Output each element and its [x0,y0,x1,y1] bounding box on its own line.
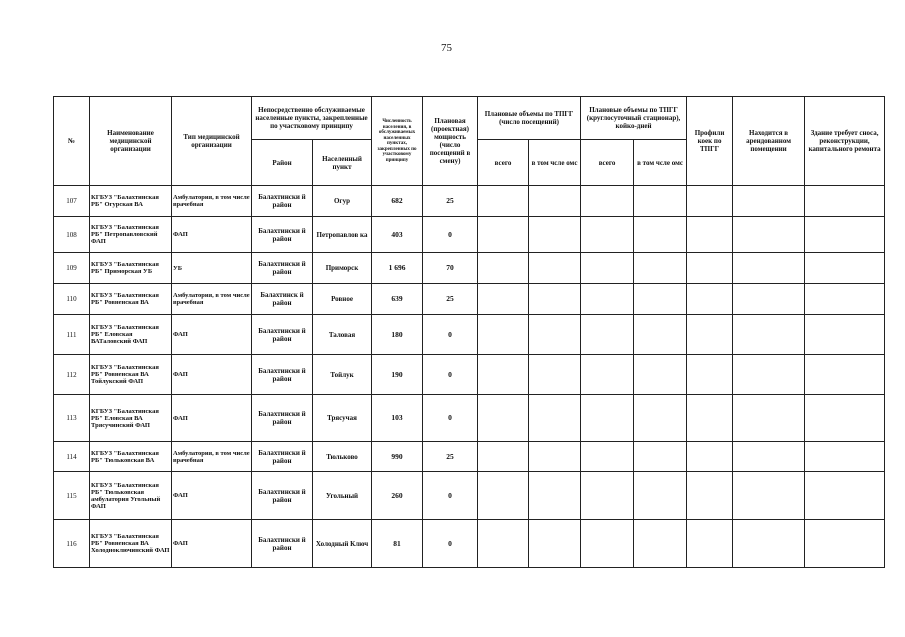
empty-cell [581,315,634,355]
med-type-cell: ФАП [172,395,252,442]
population-cell: 990 [372,442,423,472]
empty-cell [478,217,529,253]
org-name-cell: КГБУЗ "Балахтинская РБ" Еловская ВАТаловский ФАП [90,315,172,355]
col-visits-total-header: всего [478,140,529,186]
empty-cell [529,355,581,395]
population-cell: 682 [372,186,423,217]
empty-cell [687,284,733,315]
org-name-cell: КГБУЗ "Балахтинская РБ" Еловская ВА Трясучинский ФАП [90,395,172,442]
col-beds-oms-header: в том чсле омс [634,140,687,186]
med-type-cell: УБ [172,253,252,284]
empty-cell [634,284,687,315]
capacity-cell: 0 [423,520,478,568]
empty-cell [687,253,733,284]
col-org-name-header: Наименование медицинской организации [90,97,172,186]
population-cell: 81 [372,520,423,568]
med-type-cell: ФАП [172,217,252,253]
empty-cell [805,186,885,217]
medical-organizations-table [53,96,885,568]
settlement-cell: Таловая [313,315,372,355]
empty-cell [805,355,885,395]
district-cell: Балахтински й район [252,395,313,442]
settlement-cell: Ровное [313,284,372,315]
empty-cell [581,284,634,315]
med-type-cell: ФАП [172,520,252,568]
district-cell: Балахтински й район [252,442,313,472]
empty-cell [478,315,529,355]
empty-cell [581,253,634,284]
table-row [54,217,885,253]
capacity-cell: 0 [423,472,478,520]
empty-cell [805,284,885,315]
table-row [54,472,885,520]
org-name-cell: КГБУЗ "Балахтинская РБ" Тюльковская амбулатория Угольный ФАП [90,472,172,520]
page-number: 75 [441,42,452,54]
population-cell: 180 [372,315,423,355]
population-cell: 1 696 [372,253,423,284]
empty-cell [805,442,885,472]
empty-cell [634,520,687,568]
col-visits-oms-header: в том чсле омс [529,140,581,186]
empty-cell [687,315,733,355]
empty-cell [733,395,805,442]
col-population-header: Численность населения, в обслуживаемых населенных пунктах, закрепленных по участковому принципу [372,97,423,186]
empty-cell [634,355,687,395]
empty-cell [581,442,634,472]
empty-cell [634,315,687,355]
empty-cell [529,284,581,315]
empty-cell [733,472,805,520]
col-tpgg-visits-header: Плановые объемы по ТПГГ (число посещений) [478,97,581,140]
table-row [54,442,885,472]
table-row [54,186,885,217]
empty-cell [733,315,805,355]
empty-cell [805,520,885,568]
settlement-cell: Трясучая [313,395,372,442]
table-row [54,355,885,395]
district-cell: Балахтински й район [252,253,313,284]
settlement-cell: Тюльково [313,442,372,472]
empty-cell [478,472,529,520]
empty-cell [529,442,581,472]
table-row [54,520,885,568]
org-name-cell: КГБУЗ "Балахтинская РБ" Ровненская ВА [90,284,172,315]
row-number: 115 [54,472,90,520]
empty-cell [687,472,733,520]
empty-cell [529,395,581,442]
district-cell: Балахтински й район [252,217,313,253]
row-number: 114 [54,442,90,472]
settlement-cell: Огур [313,186,372,217]
empty-cell [805,315,885,355]
col-district-header: Район [252,140,313,186]
capacity-cell: 25 [423,442,478,472]
empty-cell [805,253,885,284]
col-num-header: № [54,97,90,186]
org-name-cell: КГБУЗ "Балахтинская РБ" Ровненская ВА Холодноключинский ФАП [90,520,172,568]
empty-cell [634,253,687,284]
district-cell: Балахтински й район [252,315,313,355]
capacity-cell: 0 [423,315,478,355]
empty-cell [805,217,885,253]
col-beds-total-header: всего [581,140,634,186]
settlement-cell: Тойлук [313,355,372,395]
district-cell: Балахтински й район [252,355,313,395]
empty-cell [478,442,529,472]
empty-cell [581,395,634,442]
empty-cell [687,355,733,395]
row-number: 111 [54,315,90,355]
col-leased-header: Находится в арендованном помещении [733,97,805,186]
empty-cell [478,253,529,284]
district-cell: Балахтинск й район [252,284,313,315]
capacity-cell: 70 [423,253,478,284]
med-type-cell: Амбулатория, в том числе врачебная [172,186,252,217]
empty-cell [529,186,581,217]
table-row [54,315,885,355]
empty-cell [581,355,634,395]
empty-cell [529,217,581,253]
col-repair-header: Здание требует сноса, реконструкции, капитального ремонта [805,97,885,186]
empty-cell [529,472,581,520]
org-name-cell: КГБУЗ "Балахтинская РБ" Ровненская ВА Тойлукский ФАП [90,355,172,395]
population-cell: 103 [372,395,423,442]
table-body [54,186,885,568]
org-name-cell: КГБУЗ "Балахтинская РБ" Тюльковская ВА [90,442,172,472]
empty-cell [733,355,805,395]
empty-cell [687,395,733,442]
empty-cell [733,520,805,568]
empty-cell [733,217,805,253]
col-bed-profiles-header: Профили коек по ТПГГ [687,97,733,186]
empty-cell [687,520,733,568]
district-cell: Балахтински й район [252,520,313,568]
empty-cell [687,186,733,217]
empty-cell [634,472,687,520]
row-number: 110 [54,284,90,315]
capacity-cell: 0 [423,217,478,253]
med-type-cell: ФАП [172,355,252,395]
org-name-cell: КГБУЗ "Балахтинская РБ" Приморская УБ [90,253,172,284]
capacity-cell: 25 [423,186,478,217]
row-number: 113 [54,395,90,442]
table-row [54,395,885,442]
population-cell: 190 [372,355,423,395]
empty-cell [634,186,687,217]
population-cell: 639 [372,284,423,315]
empty-cell [805,472,885,520]
row-number: 109 [54,253,90,284]
col-capacity-header: Плановая (проектная) мощность (число посещений в смену) [423,97,478,186]
capacity-cell: 0 [423,355,478,395]
org-name-cell: КГБУЗ "Балахтинская РБ" Огурская ВА [90,186,172,217]
empty-cell [805,395,885,442]
population-cell: 403 [372,217,423,253]
settlement-cell: Приморск [313,253,372,284]
empty-cell [733,442,805,472]
population-cell: 260 [372,472,423,520]
table-row [54,253,885,284]
empty-cell [529,520,581,568]
col-tpgg-beds-header: Плановые объемы по ТПГГ (круглосуточный стационар), койко-дней [581,97,687,140]
empty-cell [687,217,733,253]
settlement-cell: Холодный Ключ [313,520,372,568]
empty-cell [634,217,687,253]
med-type-cell: ФАП [172,472,252,520]
med-type-cell: ФАП [172,315,252,355]
col-med-type-header: Тип медицинской организации [172,97,252,186]
settlement-cell: Угольный [313,472,372,520]
row-number: 108 [54,217,90,253]
col-served-header: Непосредственно обслуживаемые населенные пункты, закрепленные по участковому принципу [252,97,372,140]
empty-cell [581,217,634,253]
med-type-cell: Амбулатория, в том числе врачебная [172,442,252,472]
table-row [54,284,885,315]
row-number: 112 [54,355,90,395]
empty-cell [478,395,529,442]
col-settlement-header: Населенный пункт [313,140,372,186]
district-cell: Балахтински й район [252,186,313,217]
row-number: 107 [54,186,90,217]
empty-cell [529,253,581,284]
settlement-cell: Петропавлов ка [313,217,372,253]
empty-cell [733,253,805,284]
empty-cell [581,186,634,217]
empty-cell [478,284,529,315]
empty-cell [478,355,529,395]
empty-cell [634,442,687,472]
empty-cell [687,442,733,472]
capacity-cell: 25 [423,284,478,315]
empty-cell [529,315,581,355]
org-name-cell: КГБУЗ "Балахтинская РБ" Петропавловский ФАП [90,217,172,253]
district-cell: Балахтински й район [252,472,313,520]
empty-cell [478,186,529,217]
empty-cell [581,520,634,568]
empty-cell [733,284,805,315]
empty-cell [581,472,634,520]
empty-cell [733,186,805,217]
empty-cell [634,395,687,442]
capacity-cell: 0 [423,395,478,442]
row-number: 116 [54,520,90,568]
med-type-cell: Амбулатория, в том числе врачебная [172,284,252,315]
empty-cell [478,520,529,568]
